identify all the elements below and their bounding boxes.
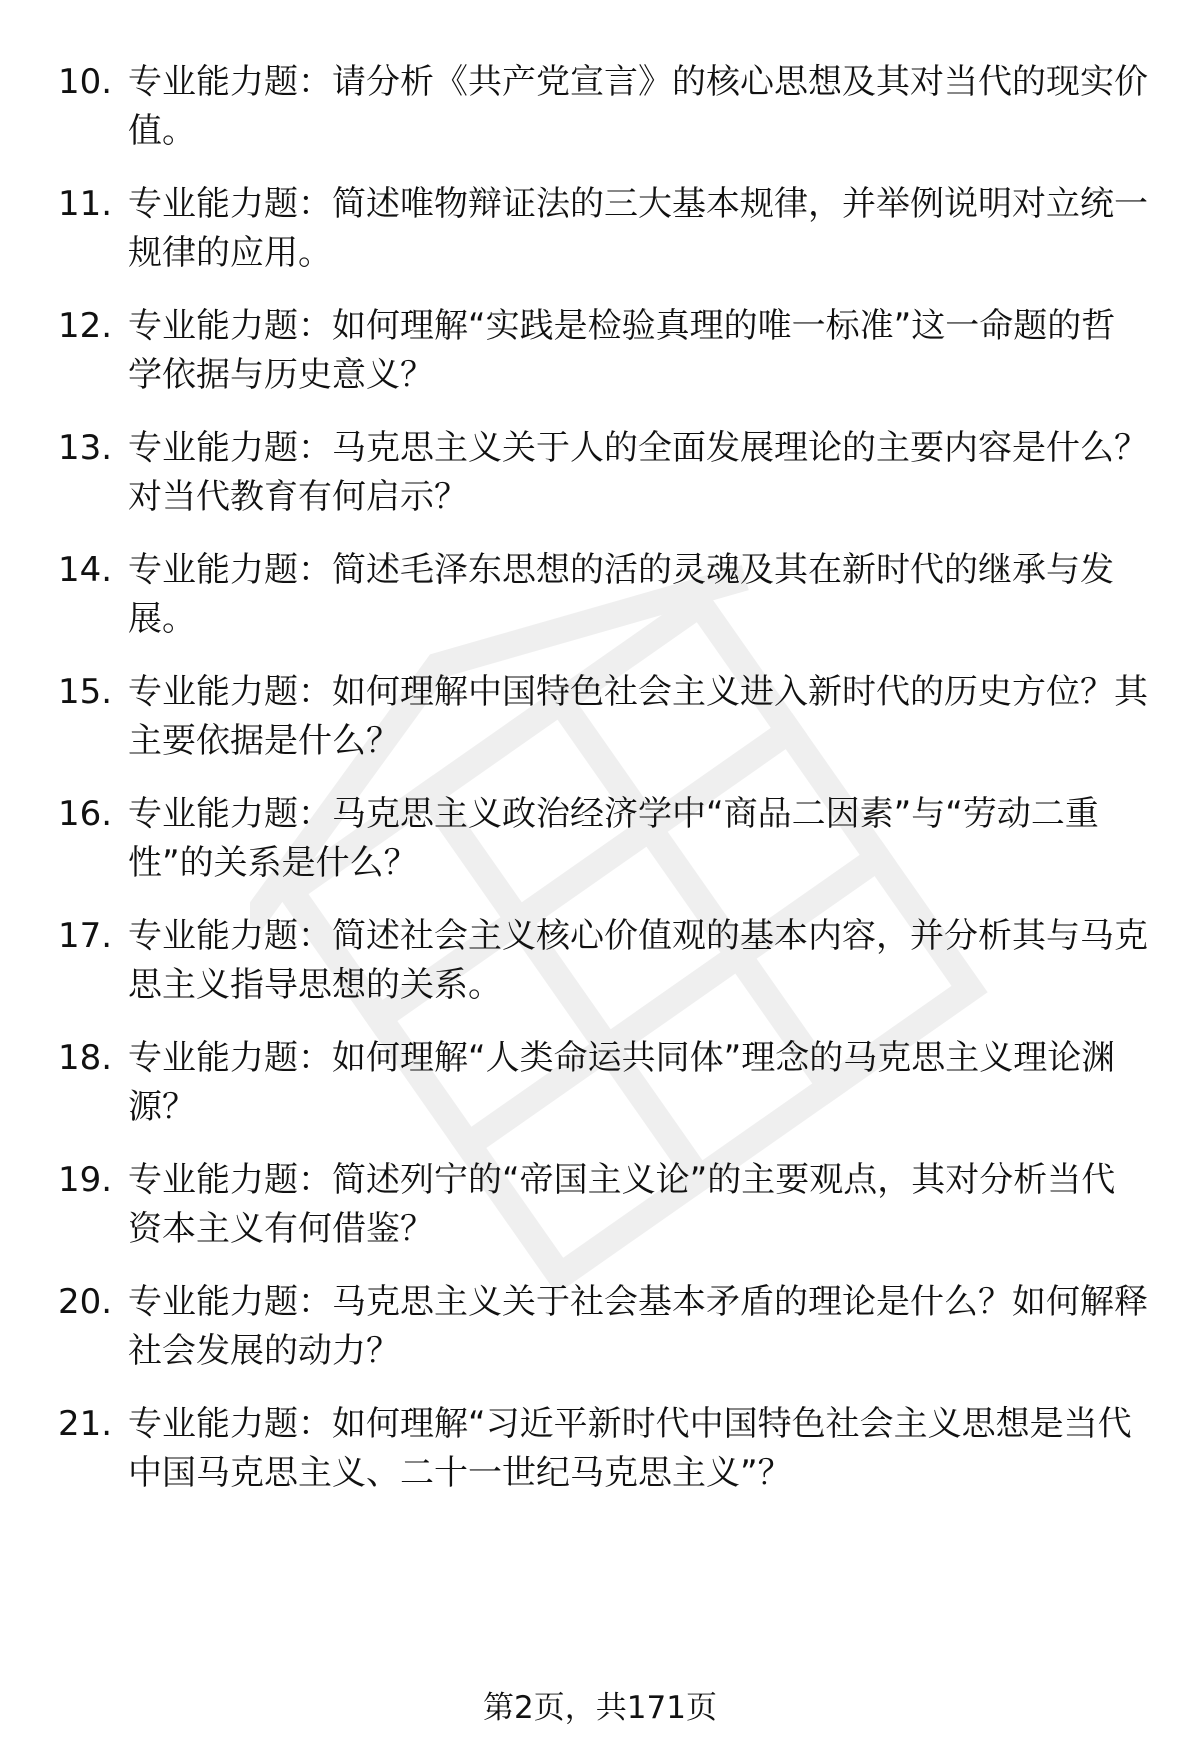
question-number: 17.	[58, 916, 113, 956]
question-text: 专业能力题：如何理解“实践是检验真理的唯一标准”这一命题的哲学依据与历史意义？	[128, 306, 1116, 395]
question-number: 11.	[58, 184, 113, 224]
question-text: 专业能力题：如何理解中国特色社会主义进入新时代的历史方位？其主要依据是什么？	[128, 672, 1148, 761]
question-item	[58, 1400, 1148, 1498]
question-item	[58, 1034, 1148, 1132]
question-number: 19.	[58, 1160, 113, 1200]
question-item	[58, 790, 1148, 888]
question-number: 15.	[58, 672, 113, 712]
question-number: 16.	[58, 794, 113, 834]
question-item	[58, 180, 1148, 278]
page-footer: 第2页，共171页	[483, 1690, 717, 1726]
question-item	[58, 1278, 1148, 1376]
question-item	[58, 302, 1148, 400]
question-item	[58, 668, 1148, 766]
question-text: 专业能力题：简述列宁的“帝国主义论”的主要观点，其对分析当代资本主义有何借鉴？	[128, 1160, 1116, 1249]
question-number: 21.	[58, 1404, 113, 1444]
question-list	[58, 58, 1148, 1522]
question-text: 专业能力题：简述唯物辩证法的三大基本规律，并举例说明对立统一规律的应用。	[128, 184, 1148, 273]
question-item	[58, 424, 1148, 522]
question-number: 10.	[58, 62, 113, 102]
question-text: 专业能力题：如何理解“人类命运共同体”理念的马克思主义理论渊源？	[128, 1038, 1116, 1127]
question-number: 20.	[58, 1282, 113, 1322]
question-item	[58, 58, 1148, 156]
question-item	[58, 546, 1148, 644]
question-text: 专业能力题：简述毛泽东思想的活的灵魂及其在新时代的继承与发展。	[128, 550, 1114, 639]
question-text: 专业能力题：请分析《共产党宣言》的核心思想及其对当代的现实价值。	[128, 62, 1148, 151]
question-text: 专业能力题：如何理解“习近平新时代中国特色社会主义思想是当代中国马克思主义、二十一世纪马克思主义”？	[128, 1404, 1132, 1493]
question-number: 18.	[58, 1038, 113, 1078]
question-text: 专业能力题：马克思主义关于社会基本矛盾的理论是什么？如何解释社会发展的动力？	[128, 1282, 1148, 1371]
question-item	[58, 1156, 1148, 1254]
question-text: 专业能力题：马克思主义关于人的全面发展理论的主要内容是什么？对当代教育有何启示？	[128, 428, 1148, 517]
question-number: 14.	[58, 550, 113, 590]
question-text: 专业能力题：简述社会主义核心价值观的基本内容，并分析其与马克思主义指导思想的关系。	[128, 916, 1148, 1005]
question-text: 专业能力题：马克思主义政治经济学中“商品二因素”与“劳动二重性”的关系是什么？	[128, 794, 1099, 883]
question-number: 13.	[58, 428, 113, 468]
question-number: 12.	[58, 306, 113, 346]
question-item	[58, 912, 1148, 1010]
